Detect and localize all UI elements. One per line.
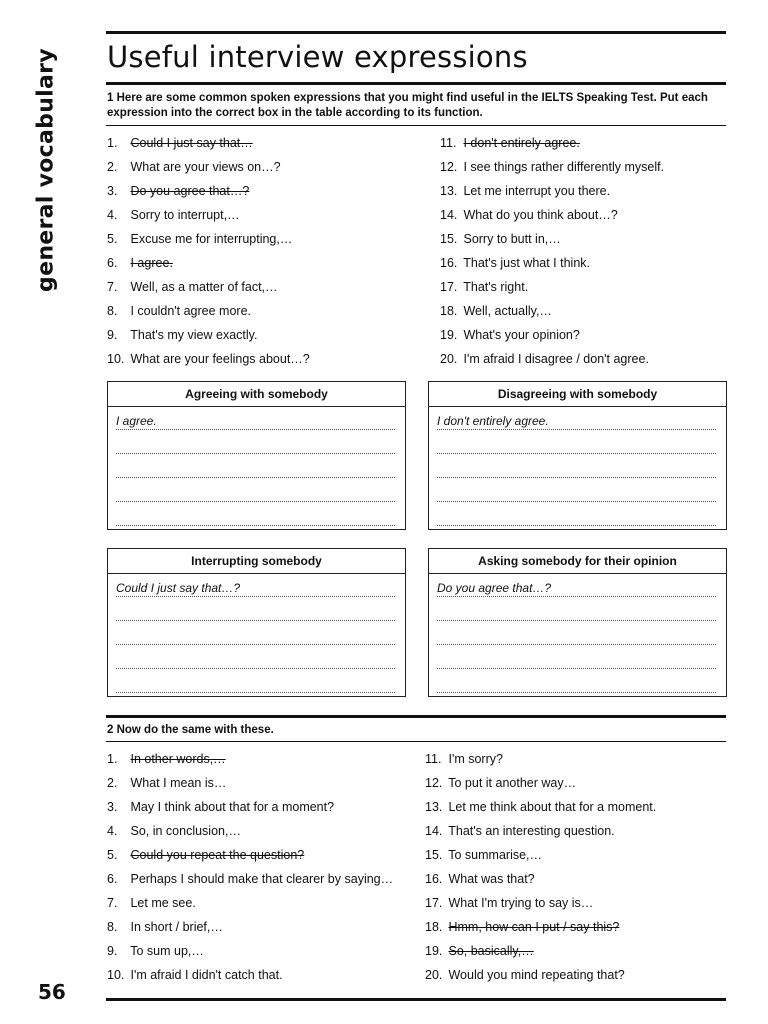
- answer-line[interactable]: [437, 439, 716, 454]
- list-item: [440, 280, 528, 294]
- item-number: 17.: [425, 896, 443, 910]
- item-text: I agree.: [130, 256, 173, 270]
- box-title: Interrupting somebody: [108, 549, 405, 574]
- box-title: Agreeing with somebody: [108, 382, 405, 407]
- box-example-answer: I agree.: [116, 415, 395, 430]
- answer-line[interactable]: [116, 439, 395, 454]
- item-text: I'm afraid I didn't catch that.: [130, 968, 283, 982]
- section2-left-list: [107, 752, 417, 982]
- item-number: 3.: [107, 800, 118, 814]
- item-number: 1.: [107, 136, 118, 150]
- item-text: What are your views on…?: [130, 160, 281, 174]
- item-text: Let me think about that for a moment.: [448, 800, 657, 814]
- item-text: Hmm, how can I put / say this?: [448, 920, 620, 934]
- item-number: 9.: [107, 944, 118, 958]
- item-number: 20.: [440, 352, 458, 366]
- item-text: That's an interesting question.: [448, 824, 615, 838]
- list-item: [107, 280, 278, 294]
- item-number: 2.: [107, 160, 118, 174]
- answer-line[interactable]: [116, 678, 395, 693]
- answer-line[interactable]: [437, 630, 716, 645]
- item-text: In short / brief,…: [130, 920, 223, 934]
- item-text: Let me see.: [130, 896, 196, 910]
- answer-line[interactable]: [437, 606, 716, 621]
- item-number: 3.: [107, 184, 118, 198]
- list-item: [107, 752, 226, 766]
- list-item: [107, 896, 196, 910]
- answer-line[interactable]: [116, 606, 395, 621]
- section2-rule: [106, 741, 726, 742]
- item-number: 5.: [107, 848, 118, 862]
- list-item: [425, 872, 535, 886]
- list-item: [425, 776, 576, 790]
- list-item: [440, 256, 590, 270]
- list-item: [425, 752, 503, 766]
- item-text: What are your feelings about…?: [130, 352, 310, 366]
- item-number: 8.: [107, 304, 118, 318]
- item-text: So, in conclusion,…: [130, 824, 241, 838]
- item-number: 17.: [440, 280, 458, 294]
- item-number: 10.: [107, 352, 125, 366]
- item-number: 11.: [440, 136, 457, 150]
- answer-line[interactable]: [437, 654, 716, 669]
- item-number: 10.: [107, 968, 125, 982]
- item-number: 16.: [425, 872, 443, 886]
- list-item: [425, 920, 619, 934]
- list-item: [107, 944, 204, 958]
- section-side-label: [0, 30, 90, 292]
- section1-rule: [106, 125, 726, 126]
- side-label-text: general vocabulary: [33, 48, 59, 292]
- box-example-answer: Do you agree that…?: [437, 582, 716, 597]
- box-disagreeing: [428, 381, 727, 530]
- list-item: [440, 328, 580, 342]
- item-number: 1.: [107, 752, 118, 766]
- item-number: 11.: [425, 752, 442, 766]
- section1-left-list: [107, 136, 417, 366]
- list-item: [425, 848, 542, 862]
- answer-line[interactable]: [116, 487, 395, 502]
- bottom-rule: [106, 998, 726, 1001]
- list-item: [440, 184, 610, 198]
- item-number: 14.: [425, 824, 443, 838]
- list-item: [107, 328, 257, 342]
- list-item: [425, 944, 534, 958]
- list-item: [440, 136, 580, 150]
- list-item: [107, 160, 281, 174]
- list-item: [107, 136, 253, 150]
- item-number: 13.: [425, 800, 443, 814]
- item-number: 19.: [425, 944, 443, 958]
- item-text: Could you repeat the question?: [130, 848, 305, 862]
- item-number: 9.: [107, 328, 118, 342]
- item-text: May I think about that for a moment?: [130, 800, 335, 814]
- item-text: To summarise,…: [448, 848, 543, 862]
- page-title: Useful interview expressions: [107, 40, 528, 74]
- item-text: That's just what I think.: [463, 256, 590, 270]
- item-number: 7.: [107, 280, 118, 294]
- answer-line[interactable]: [116, 630, 395, 645]
- answer-line[interactable]: [437, 511, 716, 526]
- list-item: [107, 304, 251, 318]
- item-number: 19.: [440, 328, 458, 342]
- answer-line[interactable]: [437, 463, 716, 478]
- title-rule: [106, 82, 726, 85]
- top-rule: [106, 31, 726, 34]
- item-text: I'm sorry?: [448, 752, 503, 766]
- list-item: [107, 848, 304, 862]
- answer-line[interactable]: [116, 654, 395, 669]
- section1-right-list: [440, 136, 725, 366]
- item-number: 6.: [107, 256, 118, 270]
- item-text: Perhaps I should make that clearer by saying…: [130, 872, 394, 886]
- item-text: I couldn't agree more.: [130, 304, 251, 318]
- item-number: 12.: [425, 776, 443, 790]
- list-item: [107, 776, 226, 790]
- list-item: [425, 800, 656, 814]
- item-number: 13.: [440, 184, 458, 198]
- item-number: 18.: [440, 304, 458, 318]
- section2-right-list: [425, 752, 725, 982]
- list-item: [107, 184, 249, 198]
- item-number: 15.: [425, 848, 443, 862]
- item-text: That's right.: [463, 280, 529, 294]
- list-item: [440, 208, 618, 222]
- list-item: [107, 920, 223, 934]
- item-text: In other words,…: [130, 752, 226, 766]
- section1-instruction: 1 Here are some common spoken expressions that you might find useful in the IELTS Speaking Test. Put each expression into the correct box in the table according to its function.: [107, 92, 708, 119]
- item-number: 20.: [425, 968, 443, 982]
- box-title: Asking somebody for their opinion: [429, 549, 726, 574]
- item-number: 4.: [107, 824, 118, 838]
- list-item: [107, 352, 310, 366]
- item-number: 12.: [440, 160, 458, 174]
- item-text: What I mean is…: [130, 776, 227, 790]
- list-item: [107, 232, 292, 246]
- list-item: [107, 208, 240, 222]
- item-number: 8.: [107, 920, 118, 934]
- item-text: Well, as a matter of fact,…: [130, 280, 278, 294]
- list-item: [425, 824, 615, 838]
- item-text: Let me interrupt you there.: [463, 184, 611, 198]
- item-text: Could I just say that…: [130, 136, 253, 150]
- item-text: Do you agree that…?: [130, 184, 250, 198]
- answer-line[interactable]: [437, 487, 716, 502]
- item-text: Well, actually,…: [463, 304, 552, 318]
- list-item: [107, 872, 393, 886]
- list-item: [107, 968, 283, 982]
- section2-top-rule: [106, 715, 726, 718]
- list-item: [440, 160, 664, 174]
- item-text: Sorry to interrupt,…: [130, 208, 240, 222]
- item-text: I see things rather differently myself.: [463, 160, 665, 174]
- item-number: 2.: [107, 776, 118, 790]
- item-text: Sorry to butt in,…: [463, 232, 561, 246]
- list-item: [107, 800, 334, 814]
- section2-instruction: 2 Now do the same with these.: [107, 724, 274, 736]
- list-item: [107, 256, 173, 270]
- list-item: [425, 896, 593, 910]
- item-text: So, basically,…: [448, 944, 534, 958]
- list-item: [440, 304, 552, 318]
- item-text: Excuse me for interrupting,…: [130, 232, 293, 246]
- list-item: [440, 352, 649, 366]
- item-number: 14.: [440, 208, 458, 222]
- item-text: I'm afraid I disagree / don't agree.: [463, 352, 649, 366]
- item-text: What do you think about…?: [463, 208, 618, 222]
- item-text: To put it another way…: [448, 776, 577, 790]
- item-text: I don't entirely agree.: [463, 136, 580, 150]
- item-text: That's my view exactly.: [130, 328, 258, 342]
- answer-line[interactable]: [437, 678, 716, 693]
- item-text: What I'm trying to say is…: [448, 896, 594, 910]
- item-text: Would you mind repeating that?: [448, 968, 625, 982]
- box-example-answer: Could I just say that…?: [116, 582, 395, 597]
- list-item: [440, 232, 561, 246]
- item-text: What's your opinion?: [463, 328, 580, 342]
- page-number: 56: [38, 980, 66, 1004]
- list-item: [107, 824, 241, 838]
- item-number: 6.: [107, 872, 118, 886]
- item-text: To sum up,…: [130, 944, 204, 958]
- list-item: [425, 968, 625, 982]
- item-number: 7.: [107, 896, 118, 910]
- box-title: Disagreeing with somebody: [429, 382, 726, 407]
- answer-line[interactable]: [116, 511, 395, 526]
- box-asking-opinion: [428, 548, 727, 697]
- item-number: 5.: [107, 232, 118, 246]
- item-text: What was that?: [448, 872, 535, 886]
- answer-line[interactable]: [116, 463, 395, 478]
- item-number: 15.: [440, 232, 458, 246]
- item-number: 16.: [440, 256, 458, 270]
- box-agreeing: [107, 381, 406, 530]
- box-example-answer: I don't entirely agree.: [437, 415, 716, 430]
- item-number: 4.: [107, 208, 118, 222]
- box-interrupting: [107, 548, 406, 697]
- item-number: 18.: [425, 920, 443, 934]
